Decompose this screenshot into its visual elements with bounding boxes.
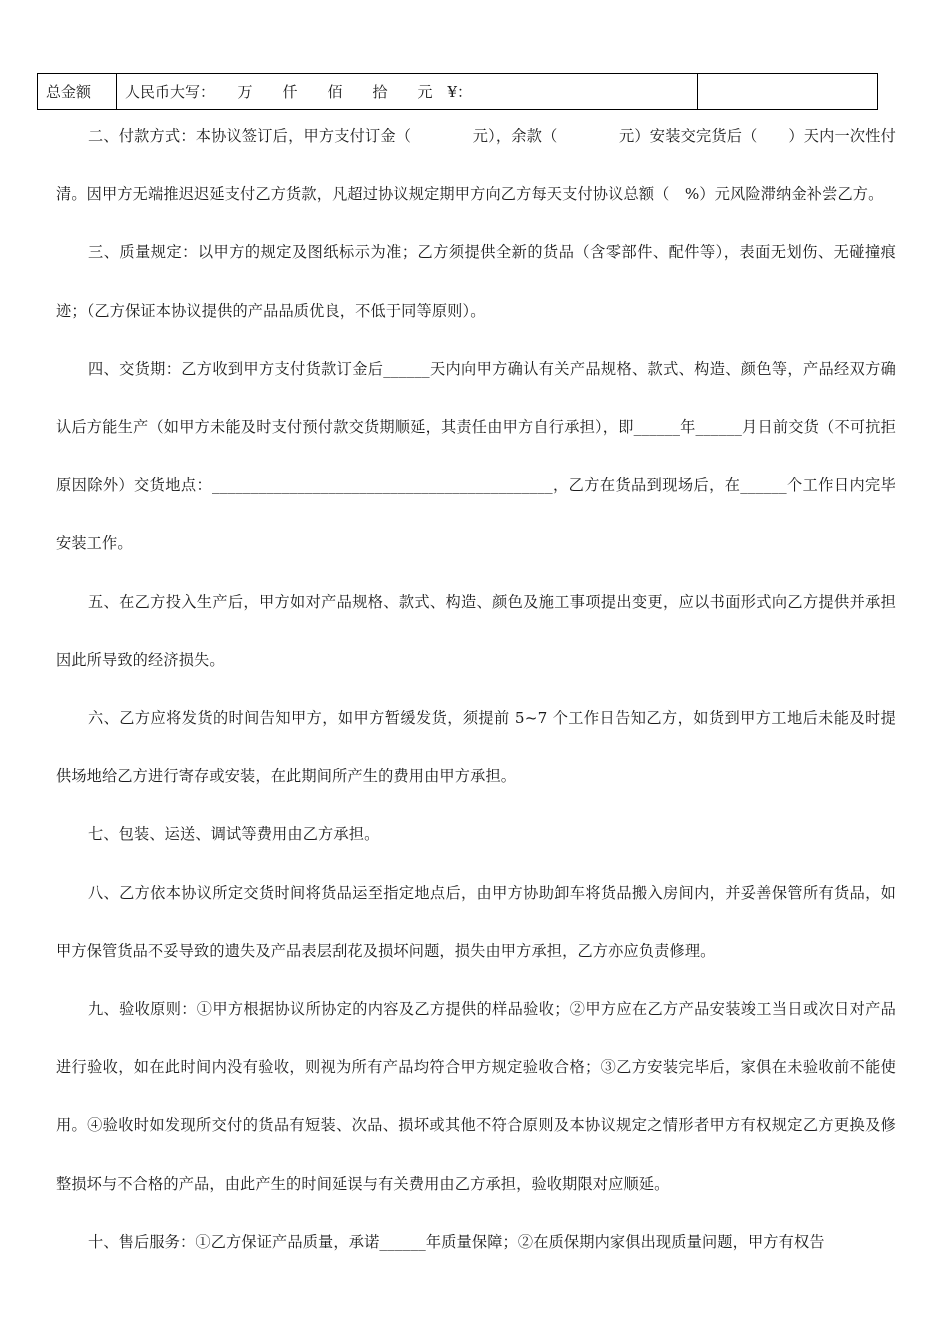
total-amount-table	[37, 73, 878, 110]
rmb-amount-cell: 人民币大写： 万 仟 佰 拾 元 ¥：	[117, 74, 698, 110]
contract-body	[56, 107, 896, 1271]
empty-amount-cell	[698, 74, 878, 110]
clause-changes: 五、在乙方投入生产后，甲方如对产品规格、款式、构造、颜色及施工事项提出变更，应以书面形式向乙方提供并承担因此所导致的经济损失。	[56, 592, 896, 669]
clause-delivery: 四、交货期：乙方收到甲方支付货款订金后______天内向甲方确认有关产品规格、款式、构造、颜色等，产品经双方确认后方能生产（如甲方未能及时支付预付款交货期顺延，其责任由甲方自行承担），即______年______月日前交货（不可抗拒原因除外）交货地点：____________________________________________，乙方在货品到现场后，在______个工作日内完毕安装工作。	[56, 359, 896, 553]
table-row	[38, 74, 878, 110]
clause-costs: 七、包装、运送、调试等费用由乙方承担。	[88, 825, 380, 844]
clause-unloading: 八、乙方依本协议所定交货时间将货品运至指定地点后，由甲方协助卸车将货品搬入房间内，并妥善保管所有货品，如甲方保管货品不妥导致的遗失及产品表层刮花及损坏问题，损失由甲方承担，乙方亦应负责修理。	[56, 883, 896, 960]
clause-acceptance: 九、验收原则：①甲方根据协议所协定的内容及乙方提供的样品验收；②甲方应在乙方产品安装竣工当日或次日对产品进行验收，如在此时间内没有验收，则视为所有产品均符合甲方规定验收合格；③乙方安装完毕后，家俱在未验收前不能使用。④验收时如发现所交付的货品有短装、次品、损坏或其他不符合原则及本协议规定之情形者甲方有权规定乙方更换及修整损坏与不合格的产品，由此产生的时间延误与有关费用由乙方承担，验收期限对应顺延。	[56, 1000, 896, 1193]
clause-shipping-notice: 六、乙方应将发货的时间告知甲方，如甲方暂缓发货，须提前 5~7 个工作日告知乙方，如货到甲方工地后未能及时提供场地给乙方进行寄存或安装，在此期间所产生的费用由甲方承担。	[56, 709, 896, 786]
clause-payment: 二、付款方式：本协议签订后，甲方支付订金（ 元），余款（ 元）安装交完货后（ ）天内一次性付清。因甲方无端推迟迟延支付乙方货款，凡超过协议规定期甲方向乙方每天支付协议总额（ %）元风险滞纳金补尝乙方。	[56, 127, 896, 204]
clause-quality: 三、质量规定：以甲方的规定及图纸标示为准；乙方须提供全新的货品（含零部件、配件等），表面无划伤、无碰撞痕迹；（乙方保证本协议提供的产品品质优良，不低于同等原则）。	[56, 243, 896, 320]
clause-after-sales: 十、售后服务：①乙方保证产品质量，承诺______年质量保障；②在质保期内家俱出现质量问题，甲方有权告	[88, 1232, 825, 1251]
total-amount-label: 总金额	[38, 74, 117, 110]
